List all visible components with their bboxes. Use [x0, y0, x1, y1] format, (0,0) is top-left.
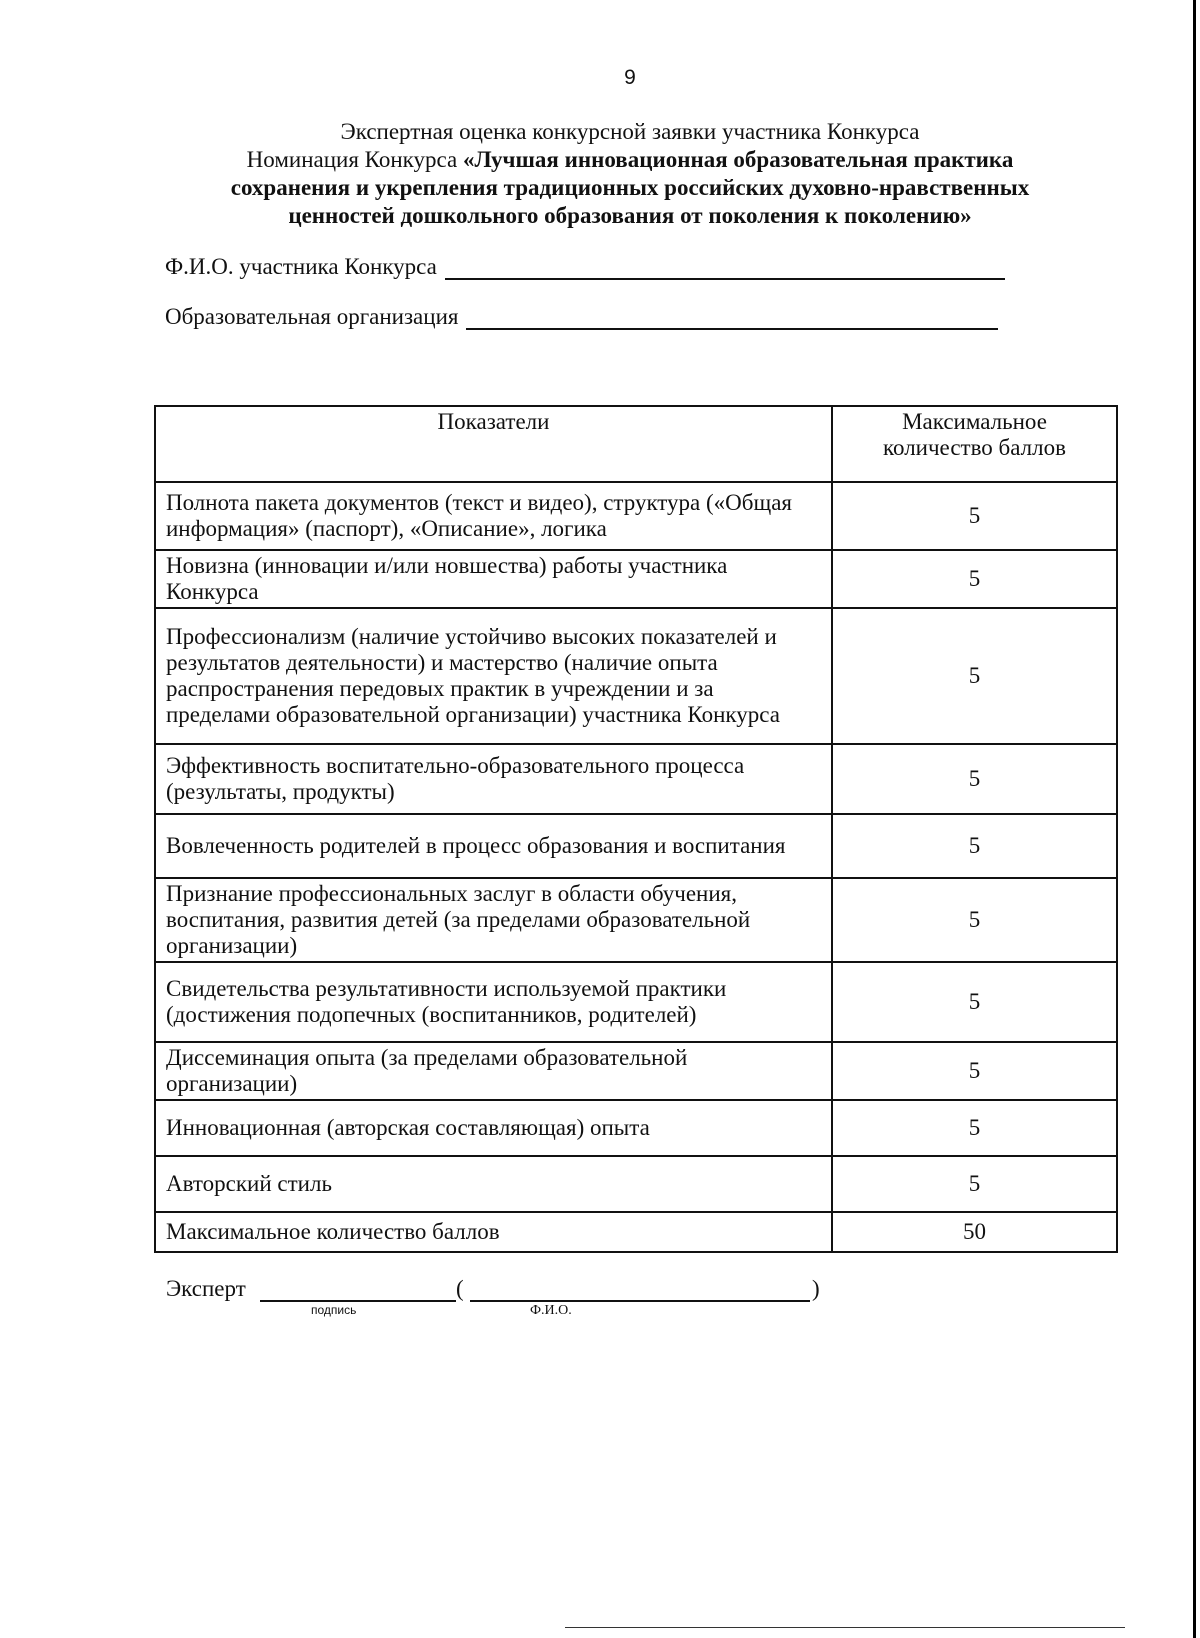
title-line-4: ценностей дошкольного образования от поколения к поколению» [288, 203, 972, 228]
indicator-cell: Полнота пакета документов (текст и видео), структура («Общая информация» (паспорт), «Описание», логика [155, 482, 832, 550]
indicator-cell: Профессионализм (наличие устойчиво высоких показателей и результатов деятельности) и мастерство (наличие опыта распространения передовых практик в учреждении и за пределами образовательной организации) участника Конкурса [155, 608, 832, 744]
table-row [155, 482, 1117, 550]
table-row [155, 1100, 1117, 1156]
header-max-score: Максимальное количество баллов [832, 406, 1117, 482]
participant-name-label: Ф.И.О. участника Конкурса [165, 254, 437, 279]
indicator-cell: Эффективность воспитательно-образовательного процесса (результаты, продукты) [155, 744, 832, 814]
signature-blank[interactable] [260, 1300, 456, 1302]
expert-name-blank[interactable] [470, 1300, 810, 1302]
title-line-1: Экспертная оценка конкурсной заявки участника Конкурса [340, 119, 920, 144]
table-row [155, 608, 1117, 744]
indicator-cell: Признание профессиональных заслуг в области обучения, воспитания, развития детей (за пределами образовательной организации) [155, 878, 832, 962]
indicator-cell: Новизна (инновации и/или новшества) работы участника Конкурса [155, 550, 832, 608]
table-row [155, 550, 1117, 608]
indicator-cell: Свидетельства результативности используемой практики (достижения подопечных (воспитанников, родителей) [155, 962, 832, 1042]
title-line-3: сохранения и укрепления традиционных российских духовно-нравственных [230, 175, 1030, 200]
table-header-row [155, 406, 1117, 482]
name-caption: Ф.И.О. [530, 1303, 572, 1318]
max-score-cell: 5 [832, 482, 1117, 550]
title-nomination-name: «Лучшая инновационная образовательная практика [462, 147, 1014, 172]
scan-edge [1193, 0, 1196, 1638]
organization-label: Образовательная организация [165, 304, 459, 329]
max-score-cell: 5 [832, 878, 1117, 962]
header-indicators: Показатели [155, 406, 832, 482]
close-paren: ) [812, 1276, 820, 1301]
organization-blank[interactable] [466, 308, 998, 330]
indicator-cell: Инновационная (авторская составляющая) опыта [155, 1100, 832, 1156]
expert-label: Эксперт [166, 1276, 246, 1301]
table-total-row [155, 1212, 1117, 1252]
participant-name-blank[interactable] [445, 258, 1005, 280]
max-score-cell: 5 [832, 744, 1117, 814]
max-score-cell: 5 [832, 814, 1117, 878]
max-score-cell: 5 [832, 1042, 1117, 1100]
max-score-cell: 5 [832, 1100, 1117, 1156]
scan-edge-bottom [565, 1627, 1125, 1628]
indicator-cell: Вовлеченность родителей в процесс образования и воспитания [155, 814, 832, 878]
signature-caption: подпись [311, 1303, 357, 1317]
table-row [155, 744, 1117, 814]
open-paren: ( [456, 1276, 464, 1301]
page-number: 9 [624, 66, 636, 89]
title-nomination-prefix: Номинация Конкурса [246, 147, 463, 172]
table-row [155, 962, 1117, 1042]
table-row [155, 1156, 1117, 1212]
indicator-cell: Диссеминация опыта (за пределами образовательной организации) [155, 1042, 832, 1100]
max-score-cell: 5 [832, 608, 1117, 744]
document-title [160, 118, 1100, 230]
table-row [155, 1042, 1117, 1100]
total-value: 50 [832, 1212, 1117, 1252]
criteria-table [154, 405, 1118, 1253]
max-score-cell: 5 [832, 962, 1117, 1042]
indicator-cell: Авторский стиль [155, 1156, 832, 1212]
total-label: Максимальное количество баллов [155, 1212, 832, 1252]
table-row [155, 814, 1117, 878]
expert-signature [166, 1276, 866, 1322]
title-line-2 [160, 146, 1100, 174]
organization-field [165, 304, 998, 330]
table-row [155, 878, 1117, 962]
max-score-cell: 5 [832, 550, 1117, 608]
participant-name-field [165, 254, 1005, 280]
max-score-cell: 5 [832, 1156, 1117, 1212]
